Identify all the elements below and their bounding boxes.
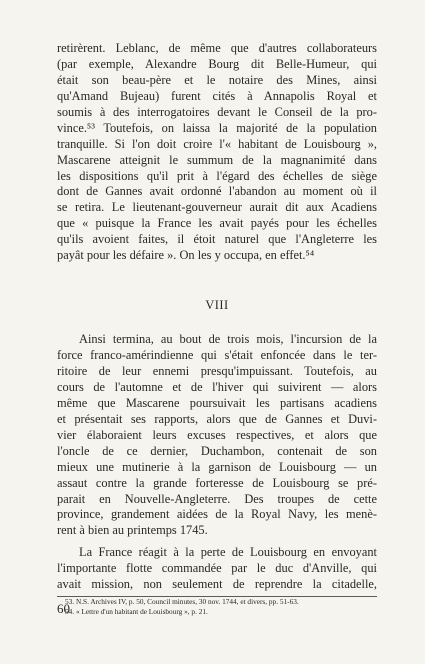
text-line: Mascarene atteignit le summum de la magnanimité dans xyxy=(57,152,377,167)
text-line: dont de Gannes avait ordonné l'abandon au moment où il xyxy=(57,184,377,199)
footnote-54: 54. « Lettre d'un habitant de Louisbourg », p. 21. xyxy=(65,607,208,617)
text-line: assaut contre la grande forteresse de Louisbourg se pré- xyxy=(57,475,377,490)
paragraph-2 xyxy=(57,332,377,539)
text-line: qu'Amand Bujeau) furent cités à Annapolis Royal et xyxy=(57,88,377,103)
page-text xyxy=(57,41,377,617)
text-line: vince.⁵³ Toutefois, on laissa la majorité de la population xyxy=(57,120,377,135)
text-line: mieux une mutinerie à la garnison de Louisbourg — un xyxy=(57,459,377,474)
page-number: 60 xyxy=(57,601,70,616)
text-line: même que Mascarene poursuivait les partisans acadiens xyxy=(57,395,377,410)
section-heading: VIII xyxy=(205,298,229,313)
text-line: ritoire de leur ennemi presqu'impuissant. Toutefois, au xyxy=(57,364,377,378)
text-line: se retira. Le lieutenant-gouverneur aurait dit aux Acadiens xyxy=(57,200,377,215)
text-line: était son beau-père et le notaire des Mines, ainsi xyxy=(57,72,377,87)
text-line: que « puisque la France les avait payés pour les échelles xyxy=(57,216,377,231)
text-line: retirèrent. Leblanc, de même que d'autres collaborateurs xyxy=(57,41,377,55)
paragraph-1 xyxy=(57,41,377,264)
text-line: cours de l'automne et de l'hiver qui suivirent — alors xyxy=(57,379,377,394)
footnote-53: 53. N.S. Archives IV, p. 50, Council minutes, 30 nov. 1744, et divers, pp. 51-63. xyxy=(65,597,299,607)
text-line: rent à bien au printemps 1745. xyxy=(57,523,208,538)
text-line: l'oncle de ce dernier, Duchambon, contenait de son xyxy=(57,443,377,458)
text-line: payât pour les défaire ». On les y occupa, en effet.⁵⁴ xyxy=(57,248,315,263)
text-line: vier élaboraient leurs excuses respectives, et alors que xyxy=(57,427,377,442)
text-line: force franco-amérindienne qui s'était enfoncée dans le ter- xyxy=(57,348,377,363)
text-line: province, grandement aidées de la Royal Navy, les menè- xyxy=(57,507,377,522)
text-line: et présentait ses rapports, alors que de Gannes et Duvi- xyxy=(57,411,377,426)
text-line: tranquille. Si l'on doit croire l'« habitant de Louisbourg », xyxy=(57,136,377,151)
paragraph-3 xyxy=(57,545,377,593)
footnotes xyxy=(57,596,377,617)
text-line: parait en Nouvelle-Angleterre. Des troupes de cette xyxy=(57,491,377,506)
text-line: l'importante flotte commandée par le duc d'Anville, qui xyxy=(57,561,377,576)
text-line: La France réagit à la perte de Louisbourg en envoyant xyxy=(79,545,377,560)
text-line: les dispositions qu'il prit à l'égard des échelles de siège xyxy=(57,168,377,183)
text-line: qu'ils avoient faites, il étoit naturel que l'Angleterre les xyxy=(57,232,377,247)
text-line: (par exemple, Alexandre Bourg dit Belle-Humeur, qui xyxy=(57,56,377,71)
text-line: avait mission, non seulement de reprendre la citadelle, xyxy=(57,577,377,592)
text-line: soumis à des interrogatoires devant le Conseil de la pro- xyxy=(57,104,377,119)
text-line: Ainsi termina, au bout de trois mois, l'incursion de la xyxy=(79,332,377,347)
